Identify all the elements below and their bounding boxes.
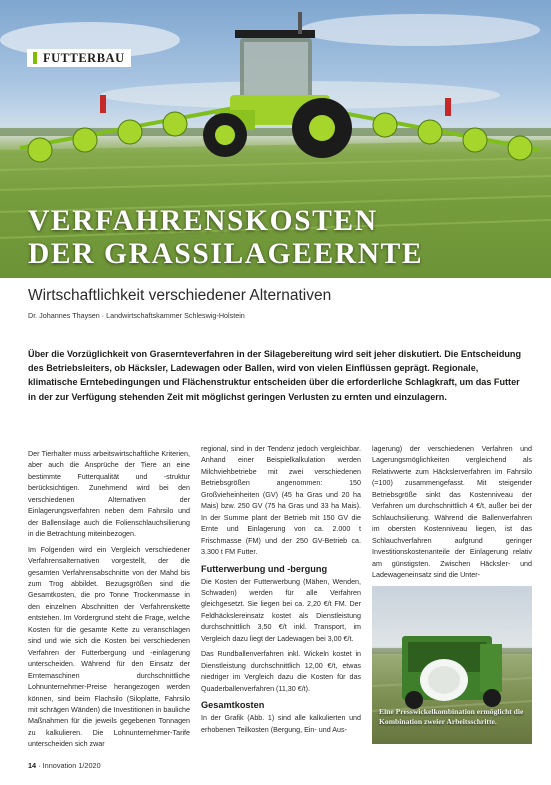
paragraph: Das Rundballenverfahren inkl. Wickeln kostet in Dienstleistung durchschnittlich 12,00 €/t, etwas niedriger im Vergleich dazu die Kosten für das Quaderballenverfahren (11,30 €/t). [201,650,361,693]
section-heading: Futterwerbung und -bergung [201,563,328,574]
paragraph: In der Grafik (Abb. 1) sind alle kalkulierten und erhobenen Teilkosten (Bergung, Ein- und Aus- [201,714,361,734]
paragraph: Die Kosten der Futterwerbung (Mähen, Wenden, Schwaden) werden für alle Verfahren gleichgesetzt. Sie liegen bei ca. 2,20 €/t FM. Der Feldhäckslereinsatz kostet als Dienstleistung durchschnittlich 3,50 €/t inkl. Transport, im Vergleich dazu liegt der Ladewagen bei 3,00 €/t. [201,577,361,643]
text-column-3 [372,444,532,585]
section-label [27,49,131,67]
section-heading: Gesamtkosten [201,700,265,711]
section-marker [33,52,37,64]
paragraph: Der Tierhalter muss arbeitswirtschaftliche Kriterien, aber auch die Ansprüche der Tiere an eine bestimmte Futterqualität und -struktur berücksichtigen. Zunehmend wird bei den verschiedenen Alternativen der Einlagerungsverfahren neben dem Fahrsilo und der Ballensilage auch die Folienschlauchsilierung in die Betrachtung miteinbezogen. [28,450,190,539]
headline-line-1: VERFAHRENSKOSTEN [28,205,378,237]
page-footer [28,761,101,770]
paragraph: regional, sind in der Tendenz jedoch vergleichbar. Anhand einer Beispielkalkulation werden Milchviehbetriebe mit zwei verschiedenen Betriebsgrößen angenommen: 150 Großvieheinheiten (GV) (45 ha Gras und 20 ha Mais) bzw. 250 GV (75 ha Gras und 33 ha Mais). In der Summe plant der Betrieb mit 150 GV die Ernte und Einlagerung von ca. 2.000 t Frischmasse (FM) und der 250 GV-Betrieb ca. 3.300 t FM Futter. [201,445,361,557]
hero-photo [0,0,551,278]
text-column-2 [201,444,361,740]
magazine-issue: · Innovation 1/2020 [38,761,101,770]
section-label-text: FUTTERBAU [43,50,125,65]
paragraph: lagerung) der verschiedenen Verfahren und Lagerungsmöglichkeiten vergleichend als Relativwerte zum Häckslerverfahren im Fahrsilo (=100) zusammengefasst. Mit steigender Betriebsgröße sinkt das Kostenniveau der Verfahren um durchschnittlich 4 €/t, außer bei der Schlauchsilierung. Während die Ballenverfahren im obersten Kostenniveau liegen, ist das Schlauchverfahren aufgrund geringer Investitionskostenanteile der Einlagerung relativ am günstigsten. Zwischen Häcksler- und Ladewageneinsatz sind die Unter- [372,445,532,579]
article-subtitle: Wirtschaftlichkeit verschiedener Alternativen [28,287,332,304]
headline-line-2: DER GRASSILAGEERNTE [28,238,424,270]
photo-caption: Eine Presswickelkombination ermöglicht die Kombination zweier Arbeitsschritte. [379,707,524,726]
author-line: Dr. Johannes Thaysen · Landwirtschaftskammer Schleswig-Holstein [28,311,245,320]
intro-paragraph: Über die Vorzüglichkeit von Graserntеverfahren in der Silagebereitung wird seit jeher diskutiert. Die Entscheidung des Betriebsleiters, ob Häcksler, Ladewagen oder Ballen, wird von vielen Einflüssen geprägt. Regionale, klimatische Erntebedingungen und Flächenstruktur entscheiden über die erforderliche Schlagkraft, um das Futter in der zur Verfügung stehenden Zeit mit möglichst geringen Verlusten zu ernten und einzulagern. [28,349,522,402]
article-headline [28,205,538,271]
page-number: 14 [28,761,37,770]
paragraph: Im Folgenden wird ein Vergleich verschiedener Verfahrensalternativen vorgestellt, der die gesamten Verfahrensabschnitte von der Mahd bis zum Trog abbildet. Bezugsgrößen sind die Gesamtkosten, die pro Tonne Trockenmasse in den einzelnen Abschnitten der Verfahrenskette entstehen. Im Vordergrund steht die Frage, welche Kosten für die gesamte Kette zu veranschlagen sind und wie sich die Kosten bei verschiedenen Verfahren der Futterbergung und -einlagerung unterscheiden. Während für den Einsatz der Erntemaschinen durchschnittliche Lohnunternehmer-Preise herangezogen werden können, sind beim Flachsilo (Siloplatte, Fahrsilo mit schrägen Wänden) die Investitionen in bauliche Maßnahmen für die jeweils gegebenen Tonnagen zu kalkulieren. Die Lohnunternehmer-Tarife unterscheiden sich zwar [28,545,190,749]
text-column-1 [28,449,190,755]
baler-photo [372,586,532,744]
